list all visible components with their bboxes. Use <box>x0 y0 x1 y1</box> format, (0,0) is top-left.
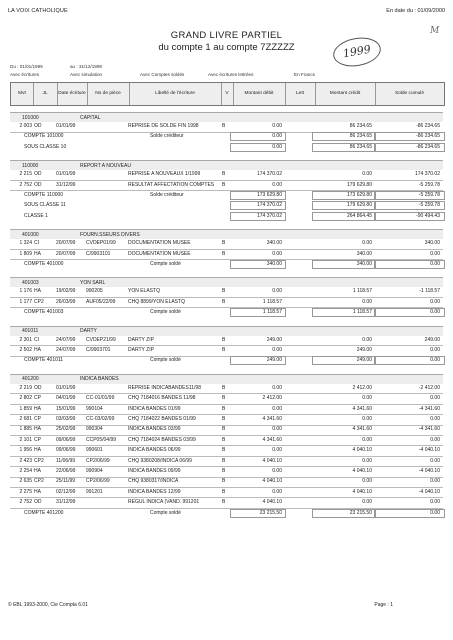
row-divider <box>10 435 443 436</box>
filter-simulation: Avec simulation <box>70 72 103 77</box>
cell-date: 02/12/99 <box>56 488 76 495</box>
total-row <box>10 192 443 201</box>
cell-piece: CC-03/02/99 <box>86 416 115 422</box>
cell-libelle: REGUL INDICA (VAND. 991201 <box>128 499 200 506</box>
cell-solde: 0.00 <box>430 298 440 305</box>
cell-debit: 0.00 <box>272 468 282 474</box>
row-divider <box>10 466 443 467</box>
filter-currency: En Francs <box>294 72 315 77</box>
col-libelle: Libellé de l'écriture <box>129 83 222 105</box>
cell-v: B <box>222 499 226 506</box>
total-label: SOUS CLASSE 11 <box>24 202 66 209</box>
cell-solde: -86 234.65 <box>416 123 440 129</box>
cell-date: 20/07/99 <box>56 250 76 257</box>
row-divider <box>10 180 443 181</box>
cell-libelle: INDICA BANDES 03/99 <box>128 426 181 433</box>
account-name: REPORT A NOUVEAU <box>80 162 131 169</box>
account-header <box>10 374 443 384</box>
cell-mvt: 1 177 <box>19 298 32 305</box>
total-credit: 86 234.65 <box>349 133 372 140</box>
account-code: 101000 <box>22 114 39 121</box>
cell-solde: -4 341.60 <box>418 426 440 433</box>
row-divider <box>10 425 443 426</box>
cell-piece: CP2/06/99 <box>86 478 110 485</box>
cell-jl: HA <box>34 468 41 474</box>
col-piece: No de pièce <box>87 83 130 105</box>
cell-debit: 249.00 <box>266 336 282 343</box>
account-code: 401000 <box>22 231 39 238</box>
cell-date: 25/02/99 <box>56 426 76 433</box>
account-code: 401003 <box>22 279 39 286</box>
total-row <box>10 357 443 366</box>
cell-date: 01/01/99 <box>56 384 76 391</box>
total-credit: 86 234.65 <box>349 143 372 150</box>
cell-credit: 0.00 <box>362 457 372 464</box>
cell-date: 25/11/99 <box>56 478 76 485</box>
cell-date: 31/12/99 <box>56 499 76 506</box>
total-note: Compte soldé <box>150 261 181 267</box>
cell-piece: 990205 <box>86 288 103 295</box>
cell-libelle: REPRISE DE SOLDE FIN 1998 <box>128 123 199 129</box>
cell-credit: 0.00 <box>362 298 372 305</box>
cell-mvt: 2 423 <box>19 457 32 464</box>
total-label: CLASSE 1 <box>24 212 48 219</box>
cell-jl: OD <box>34 384 42 391</box>
cell-date: 31/12/99 <box>56 181 76 188</box>
cell-mvt: 2 502 <box>19 347 32 353</box>
account-code: 401200 <box>22 376 39 383</box>
col-credit: Montant crédit <box>315 83 376 105</box>
row-divider <box>10 297 443 298</box>
cell-credit: 4 040.10 <box>352 468 372 474</box>
cell-v: B <box>222 395 226 402</box>
cell-date: 11/06/99 <box>56 457 76 464</box>
col-jl: JL <box>33 83 58 105</box>
cell-date: 15/01/99 <box>56 405 76 412</box>
cell-solde: -4 040.10 <box>418 447 440 454</box>
total-label: COMPTE 401003 <box>24 309 64 316</box>
total-balance: 0.00 <box>430 261 440 267</box>
total-credit: 1 118.57 <box>352 309 372 316</box>
col-v: V <box>221 83 234 105</box>
cell-mvt: 2 635 <box>19 478 32 485</box>
account-name: DARTY <box>80 328 97 335</box>
cell-libelle: YON ELASTQ <box>128 288 160 295</box>
cell-v: B <box>222 288 226 295</box>
cell-date: 03/03/99 <box>56 416 76 422</box>
row-divider <box>10 487 443 488</box>
total-debit: 0.00 <box>272 133 282 140</box>
cell-credit: 0.00 <box>362 499 372 506</box>
cell-mvt: 2 802 <box>19 395 32 402</box>
cell-libelle: RESULTAT AFFECTATION COMPTES <box>128 181 215 188</box>
filter-settled: Avec Comptes soldés <box>140 72 185 77</box>
account-name: INDICA BANDES <box>80 376 119 383</box>
cell-jl: HA <box>34 288 41 295</box>
cell-libelle: INDICA BANDES 09/99 <box>128 468 181 474</box>
cell-credit: 4 341.60 <box>352 405 372 412</box>
total-label: COMPTE 101000 <box>24 133 64 140</box>
col-debit: Montant débit <box>233 83 286 105</box>
cell-credit: 4 040.10 <box>352 447 372 454</box>
total-label: SOUS CLASSE 10 <box>24 143 67 150</box>
cell-date: 01/01/99 <box>56 171 76 178</box>
cell-piece: C/9903701 <box>86 347 111 353</box>
cell-libelle: CHQ 7184024 BANDES 03/99 <box>128 436 196 443</box>
cell-debit: 0.00 <box>272 250 282 257</box>
account-name: CAPITAL <box>80 114 101 121</box>
total-credit: 23 215.50 <box>349 509 372 516</box>
row-divider <box>10 414 443 415</box>
cell-solde: 0.00 <box>430 436 440 443</box>
cell-piece: CVDEP21/99 <box>86 336 116 343</box>
cell-piece: CC-01/01/99 <box>86 395 115 402</box>
cell-solde: 0.00 <box>430 416 440 422</box>
col-mvt: Mvt <box>11 83 34 105</box>
total-row <box>10 144 443 153</box>
cell-jl: CP <box>34 436 41 443</box>
cell-libelle: REPRISE A NOUVEAUX 1/1999 <box>128 171 201 178</box>
cell-libelle: CHQ 8899/YON ELASTQ <box>128 298 185 305</box>
cell-piece: 990601 <box>86 447 103 454</box>
cell-jl: CI <box>34 336 39 343</box>
cell-solde: -2 412.00 <box>418 384 440 391</box>
cell-solde: -1 118.57 <box>419 288 440 295</box>
period-from: Du : 01/01/1999 <box>10 64 43 69</box>
cell-jl: HA <box>34 405 41 412</box>
cell-jl: CP2 <box>34 457 44 464</box>
cell-libelle: CHQ 7184022 BANDES 01/99 <box>128 416 196 422</box>
cell-date: 19/02/99 <box>56 288 76 295</box>
cell-credit: 0.00 <box>362 416 372 422</box>
cell-date: 04/01/99 <box>56 395 76 402</box>
cell-mvt: 2 275 <box>19 488 32 495</box>
cell-date: 24/07/99 <box>56 336 76 343</box>
cell-credit: 2 412.00 <box>352 384 372 391</box>
cell-piece: CVDEP01/99 <box>86 240 116 247</box>
account-code: 110000 <box>22 162 39 169</box>
cell-mvt: 2 215 <box>19 171 32 178</box>
account-header <box>10 112 443 122</box>
cell-debit: 0.00 <box>272 384 282 391</box>
cell-credit: 0.00 <box>362 171 372 178</box>
col-date: Date écriture <box>57 83 88 105</box>
total-debit: 23 215.50 <box>259 509 282 516</box>
cell-mvt: 2 301 <box>19 336 32 343</box>
cell-date: 01/01/99 <box>56 123 76 129</box>
footer-copyright: © EBL 1993-2000, Cie Compta 6.01 <box>8 602 88 608</box>
cell-debit: 174 370.02 <box>256 171 282 178</box>
cell-date: 26/03/99 <box>56 298 76 305</box>
cell-solde: 0.00 <box>430 395 440 402</box>
total-row <box>10 261 443 270</box>
total-row <box>10 309 443 318</box>
total-debit: 249.00 <box>266 357 282 364</box>
cell-date: 20/07/99 <box>56 240 76 247</box>
page-number: Page : 1 <box>374 602 393 608</box>
total-balance: 0.00 <box>430 309 440 316</box>
cell-v: B <box>222 240 226 247</box>
total-note: Solde créditeur <box>150 192 184 198</box>
cell-v: B <box>222 416 226 422</box>
cell-debit: 4 341.60 <box>262 436 282 443</box>
cell-piece: C/9903101 <box>86 250 111 257</box>
cell-mvt: 1 324 <box>19 240 32 247</box>
cell-v: B <box>222 447 226 454</box>
total-credit: 340.00 <box>356 261 372 267</box>
cell-libelle: INDICA BANDES 12/99 <box>128 488 181 495</box>
cell-v: B <box>222 298 226 305</box>
total-note: Solde créditeur <box>150 133 184 140</box>
total-debit: 173 629.80 <box>256 192 282 198</box>
account-header <box>10 326 443 336</box>
cell-credit: 86 234.65 <box>349 123 372 129</box>
year-stamp: 1999 <box>331 34 383 70</box>
cell-solde: 0.00 <box>430 347 440 353</box>
cell-jl: CP <box>34 395 41 402</box>
cell-v: B <box>222 171 226 178</box>
cell-date: 09/06/99 <box>56 447 76 454</box>
total-balance: -5 259.78 <box>418 192 440 198</box>
cell-credit: 0.00 <box>362 395 372 402</box>
total-debit: 340.00 <box>266 261 282 267</box>
cell-jl: OD <box>34 181 42 188</box>
cell-piece: AUF05/22/99 <box>86 298 116 305</box>
cell-libelle: CHQ 7184016 BANDES 11/98 <box>128 395 196 402</box>
cell-credit: 1 118.57 <box>352 288 372 295</box>
total-note: Compte soldé <box>150 309 181 316</box>
cell-v: B <box>222 181 226 188</box>
cell-credit: 249.00 <box>356 347 372 353</box>
cell-v: B <box>222 347 226 353</box>
account-name: FOURN.SSEURS DIVERS <box>80 231 140 238</box>
period-to: au : 31/12/1999 <box>70 64 102 69</box>
cell-jl: CP2 <box>34 298 44 305</box>
total-row <box>10 202 443 211</box>
organization-name: LA VOIX CATHOLIQUE <box>8 8 68 14</box>
cell-v: B <box>222 436 226 443</box>
cell-v: B <box>222 123 226 129</box>
cell-debit: 0.00 <box>272 405 282 412</box>
cell-v: B <box>222 488 226 495</box>
total-row <box>10 133 443 142</box>
cell-libelle: DOCUMENTATION MUSEE <box>128 250 191 257</box>
cell-debit: 1 118.57 <box>262 298 282 305</box>
total-row <box>10 510 443 519</box>
cell-mvt: 2 752 <box>19 181 32 188</box>
cell-debit: 2 412.00 <box>262 395 282 402</box>
cell-debit: 0.00 <box>272 488 282 495</box>
cell-jl: OD <box>34 123 42 129</box>
cell-v: B <box>222 384 226 391</box>
total-credit: 179 629.80 <box>346 202 372 209</box>
cell-v: B <box>222 250 226 257</box>
row-divider <box>10 404 443 405</box>
cell-piece: CP2/06/99 <box>86 457 110 464</box>
cell-jl: HA <box>34 447 41 454</box>
cell-date: 24/07/99 <box>56 347 76 353</box>
edition-date: En date du : 01/09/2000 <box>386 8 445 14</box>
cell-credit: 179 629.80 <box>346 181 372 188</box>
cell-debit: 0.00 <box>272 288 282 295</box>
cell-debit: 0.00 <box>272 181 282 188</box>
cell-v: B <box>222 457 226 464</box>
cell-mvt: 2 681 <box>19 416 32 422</box>
column-header-row <box>10 82 445 106</box>
cell-mvt: 1 176 <box>19 288 32 295</box>
cell-solde: 0.00 <box>430 250 440 257</box>
cell-jl: OD <box>34 171 42 178</box>
cell-solde: -4 040.10 <box>418 488 440 495</box>
total-note: Compte soldé <box>150 357 181 364</box>
cell-piece: 991201 <box>86 488 103 495</box>
total-credit: 264 864.45 <box>346 212 372 219</box>
cell-libelle: DOCUMENTATION MUSEE <box>128 240 191 247</box>
total-balance: -86 234.65 <box>416 143 440 150</box>
cell-solde: 174 370.02 <box>414 171 440 178</box>
cell-libelle: DARTY ZIP <box>128 347 154 353</box>
cell-jl: CP <box>34 416 41 422</box>
cell-solde: 0.00 <box>430 478 440 485</box>
cell-libelle: DARTY ZIP <box>128 336 154 343</box>
cell-jl: CP2 <box>34 478 44 485</box>
total-label: COMPTE 401200 <box>24 509 64 516</box>
col-lett: Lett <box>285 83 316 105</box>
account-header <box>10 229 443 239</box>
row-divider <box>10 456 443 457</box>
cell-credit: 4 040.10 <box>352 488 372 495</box>
total-balance: -86 234.65 <box>416 133 440 140</box>
cell-debit: 4 341.60 <box>262 416 282 422</box>
cell-debit: 0.00 <box>272 123 282 129</box>
cell-mvt: 2 003 <box>19 123 32 129</box>
filter-entries: Avec écritures <box>10 72 40 77</box>
total-credit: 173 629.80 <box>346 192 372 198</box>
cell-mvt: 1 956 <box>19 447 32 454</box>
account-code: 401011 <box>22 328 39 335</box>
total-balance: 0.00 <box>430 509 440 516</box>
cell-solde: 340.00 <box>424 240 440 247</box>
total-debit: 0.00 <box>272 143 282 150</box>
row-divider <box>10 497 443 498</box>
report-subtitle: du compte 1 au compte 7ZZZZZ <box>158 42 295 53</box>
cell-credit: 4 341.60 <box>352 426 372 433</box>
cell-credit: 0.00 <box>362 336 372 343</box>
corner-mark: M <box>430 26 440 36</box>
account-header <box>10 277 443 287</box>
total-balance: -90 494.43 <box>416 212 440 219</box>
account-name: YON SARL <box>80 279 106 286</box>
cell-jl: HA <box>34 347 41 353</box>
row-divider <box>10 393 443 394</box>
account-header <box>10 160 443 170</box>
cell-jl: HA <box>34 250 41 257</box>
cell-libelle: CHQ 9380317/INDICA <box>128 478 179 485</box>
cell-mvt: 2 101 <box>19 436 32 443</box>
row-divider <box>10 249 443 250</box>
cell-v: B <box>222 478 226 485</box>
total-label: COMPTE 401000 <box>24 261 64 267</box>
total-label: COMPTE 110000 <box>24 192 64 198</box>
cell-v: B <box>222 405 226 412</box>
cell-v: B <box>222 468 226 474</box>
total-debit: 174 370.02 <box>256 202 282 209</box>
cell-debit: 4 040.10 <box>262 478 282 485</box>
total-label: COMPTE 401011 <box>24 357 64 364</box>
row-divider <box>10 477 443 478</box>
cell-debit: 4 040.10 <box>262 499 282 506</box>
cell-credit: 340.00 <box>356 250 372 257</box>
cell-credit: 0.00 <box>362 240 372 247</box>
cell-debit: 0.00 <box>272 347 282 353</box>
cell-libelle: REPRISE INDICABANDES11/98 <box>128 384 201 391</box>
cell-date: 22/06/99 <box>56 468 76 474</box>
total-debit: 174 370.02 <box>256 212 282 219</box>
cell-mvt: 2 752 <box>19 499 32 506</box>
row-divider <box>10 345 443 346</box>
cell-v: B <box>222 336 226 343</box>
total-credit: 249.00 <box>356 357 372 364</box>
cell-debit: 4 040.10 <box>262 457 282 464</box>
cell-libelle: CHQ 9380208/INDICA 06/99 <box>128 457 192 464</box>
cell-jl: HA <box>34 488 41 495</box>
row-divider <box>10 445 443 446</box>
cell-mvt: 2 219 <box>19 384 32 391</box>
cell-mvt: 1 885 <box>19 426 32 433</box>
cell-mvt: 2 254 <box>19 468 32 474</box>
cell-piece: 990904 <box>86 468 103 474</box>
filter-lettered: Avec écritures lettrées <box>208 72 254 77</box>
cell-piece: 990104 <box>86 405 103 412</box>
cell-jl: OD <box>34 499 42 506</box>
cell-solde: 0.00 <box>430 499 440 506</box>
total-note: Compte soldé <box>150 509 181 516</box>
cell-mvt: 1 809 <box>19 250 32 257</box>
cell-piece: CCP05/04/99 <box>86 436 117 443</box>
cell-debit: 0.00 <box>272 447 282 454</box>
cell-debit: 0.00 <box>272 426 282 433</box>
cell-solde: -4 341.60 <box>418 405 440 412</box>
cell-libelle: INDICA BANDES 06/99 <box>128 447 181 454</box>
report-title: GRAND LIVRE PARTIEL <box>170 30 283 41</box>
cell-jl: HA <box>34 426 41 433</box>
cell-jl: CI <box>34 240 39 247</box>
cell-mvt: 1 859 <box>19 405 32 412</box>
col-solde: Solde cumulé <box>394 91 425 96</box>
total-debit: 1 118.57 <box>262 309 282 316</box>
cell-solde: -5 259.78 <box>418 181 440 188</box>
cell-solde: -4 040.10 <box>418 468 440 474</box>
total-row <box>10 213 443 222</box>
total-balance: 0.00 <box>430 357 440 364</box>
cell-solde: 249.00 <box>424 336 440 343</box>
cell-date: 09/06/99 <box>56 436 76 443</box>
cell-v: B <box>222 426 226 433</box>
cell-debit: 340.00 <box>266 240 282 247</box>
cell-credit: 0.00 <box>362 436 372 443</box>
cell-piece: 990304 <box>86 426 103 433</box>
cell-libelle: INDICA BANDES 01/99 <box>128 405 181 412</box>
total-balance: -5 259.78 <box>418 202 440 209</box>
cell-solde: 0.00 <box>430 457 440 464</box>
cell-credit: 0.00 <box>362 478 372 485</box>
